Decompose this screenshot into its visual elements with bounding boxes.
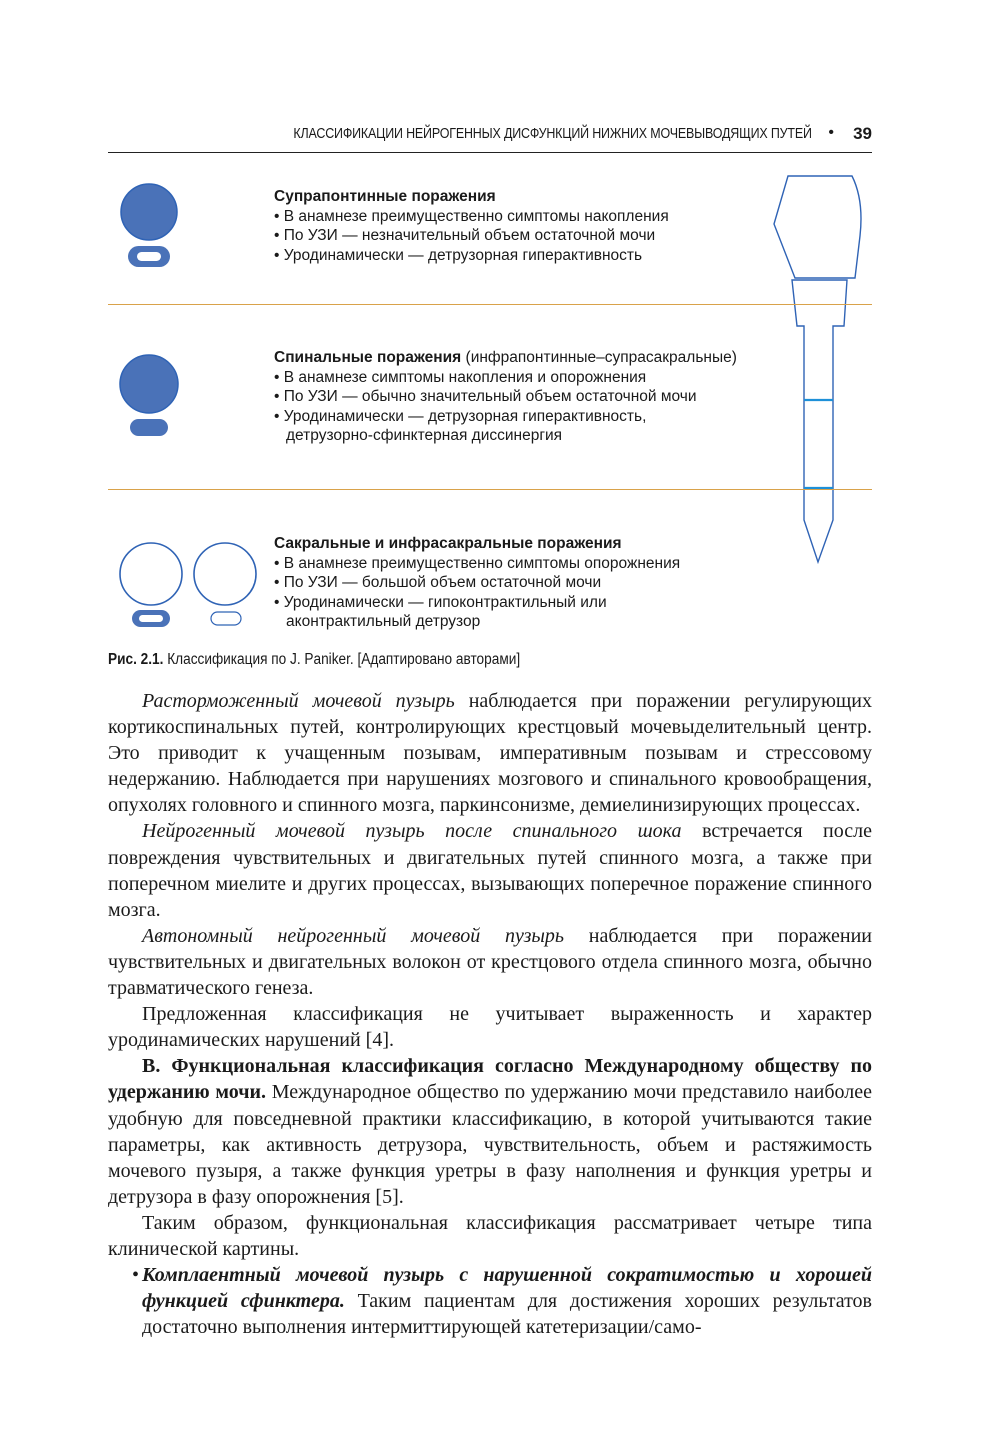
spinal-column-shape [792,280,847,562]
figure-caption [108,651,520,669]
caption-label: Рис. 2.1. [108,651,164,668]
sphincter-oval-spinal [130,419,168,436]
term: Автономный нейрогенный мочевой пузырь [142,924,565,947]
sphincter-oval-sacral-right [211,612,241,625]
running-title: КЛАССИФИКАЦИИ НЕЙРОГЕННЫХ ДИСФУНКЦИЙ НИЖНИХ МОЧЕВЫВОДЯЩИХ ПУТЕЙ [293,126,812,142]
block-title: Супрапонтинные поражения [274,188,496,205]
block-item: • В анамнезе преимущественно симптомы накопления [274,207,669,225]
page-number: 39 [853,124,872,143]
block-item: • Уродинамически — детрузорная гиперактивность, [274,407,647,425]
block-item: • В анамнезе преимущественно симптомы опорожнения [274,554,681,572]
paragraph: Таким образом, функциональная классификация рассматривает четыре типа клинической картины. [108,1211,872,1260]
sphincter-lumen-sacral-left [139,615,163,622]
block-item-continuation: детрузорно-сфинктерная диссинергия [286,427,563,444]
block-item: • Уродинамически — гипоконтрактильный или [274,593,607,611]
block-item: • По УЗИ — незначительный объем остаточной мочи [274,227,656,244]
term: Комплаентный мочевой пузырь с нарушенной сократимостью и хорошей функцией сфинктера. [142,1264,872,1313]
bullet-mark: • [132,1264,140,1287]
term: Нейрогенный мочевой пузырь после спинального шока [142,820,682,843]
paragraph: Расторможенный мочевой пузырь наблюдается при поражении регулирующих кортикоспинальных путей, контролирующих крестцовый мочевыделительный центр. Это приводит к учащенным позывам, императивным позывам и стрессовому недержанию. Наблюдается при нарушениях мозгового и спинального кровообращения, опухолях головного и спинного мозга, паркинсонизме, демиелинизирующих процессах. [108,690,872,817]
bullet-paragraph: • Комплаентный мочевой пузырь с нарушенной сократимостью и хорошей функцией сфинктера. Таким пациентам для достижения хороших результатов достаточно выполнения интермиттирующей катетеризации/само- [132,1264,872,1339]
term: Расторможенный мочевой пузырь [142,690,455,712]
separator-1 [108,304,872,305]
body-text [108,688,872,1340]
classification-block-spinal [274,348,737,446]
block-item-continuation: аконтрактильный детрузор [286,613,481,630]
block-item: • Уродинамически — детрузорная гиперактивность [274,246,643,264]
bladder-circle-sacral-right [194,543,256,605]
paragraph: Нейрогенный мочевой пузырь после спинального шока встречается после повреждения чувствительных и двигательных путей спинного мозга, а также при поперечном миелите и других процессах, вызывающих поперечное поражение спинного мозга. [108,820,872,921]
bladder-circle-suprapontine [121,184,177,240]
block-item: • По УЗИ — большой объем остаточной мочи [274,574,602,591]
section-heading: В. Функциональная классификация согласно Международному обществу по удержанию мочи. [108,1055,872,1104]
block-subtitle: (инфрапонтинные–супрасакральные) [461,349,737,366]
header-bullet: • [828,124,834,141]
separator-2 [108,489,872,490]
paragraph: Автономный нейрогенный мочевой пузырь наблюдается при поражении чувствительных и двигательных волокон от крестцового отдела спинного мозга, обычно травматического генеза. [108,924,872,1000]
block-title: Сакральные и инфрасакральные поражения [274,535,622,552]
sphincter-lumen-suprapontine [137,252,161,261]
paragraph: Предложенная классификация не учитывает выраженность и характер уродинамических нарушений [4]. [108,1003,872,1052]
brain-level-shape [774,176,861,278]
paragraph: В. Функциональная классификация согласно Международному обществу по удержанию мочи. Международное общество по удержанию мочи представило наиболее удобную для повседневной практики классификацию, в которой учитываются такие параметры, как активность детрузора, чувствительность, объем и растяжимость мочевого пузыря, а также функция уретры в фазу наполнения и функция уретры и детрузора в фазу опорожнения [5]. [108,1055,872,1208]
bladder-circle-spinal [120,355,178,413]
classification-block-suprapontine [274,187,669,265]
caption-text: Классификация по J. Paniker. [Адаптировано авторами] [163,651,521,668]
block-item: • В анамнезе симптомы накопления и опорожнения [274,368,647,386]
bladder-circle-sacral-left [120,543,182,605]
block-title: Спинальные поражения (инфрапонтинные–супрасакральные) [274,349,737,366]
classification-block-sacral [274,534,680,632]
block-item: • По УЗИ — обычно значительный объем остаточной мочи [274,388,697,405]
